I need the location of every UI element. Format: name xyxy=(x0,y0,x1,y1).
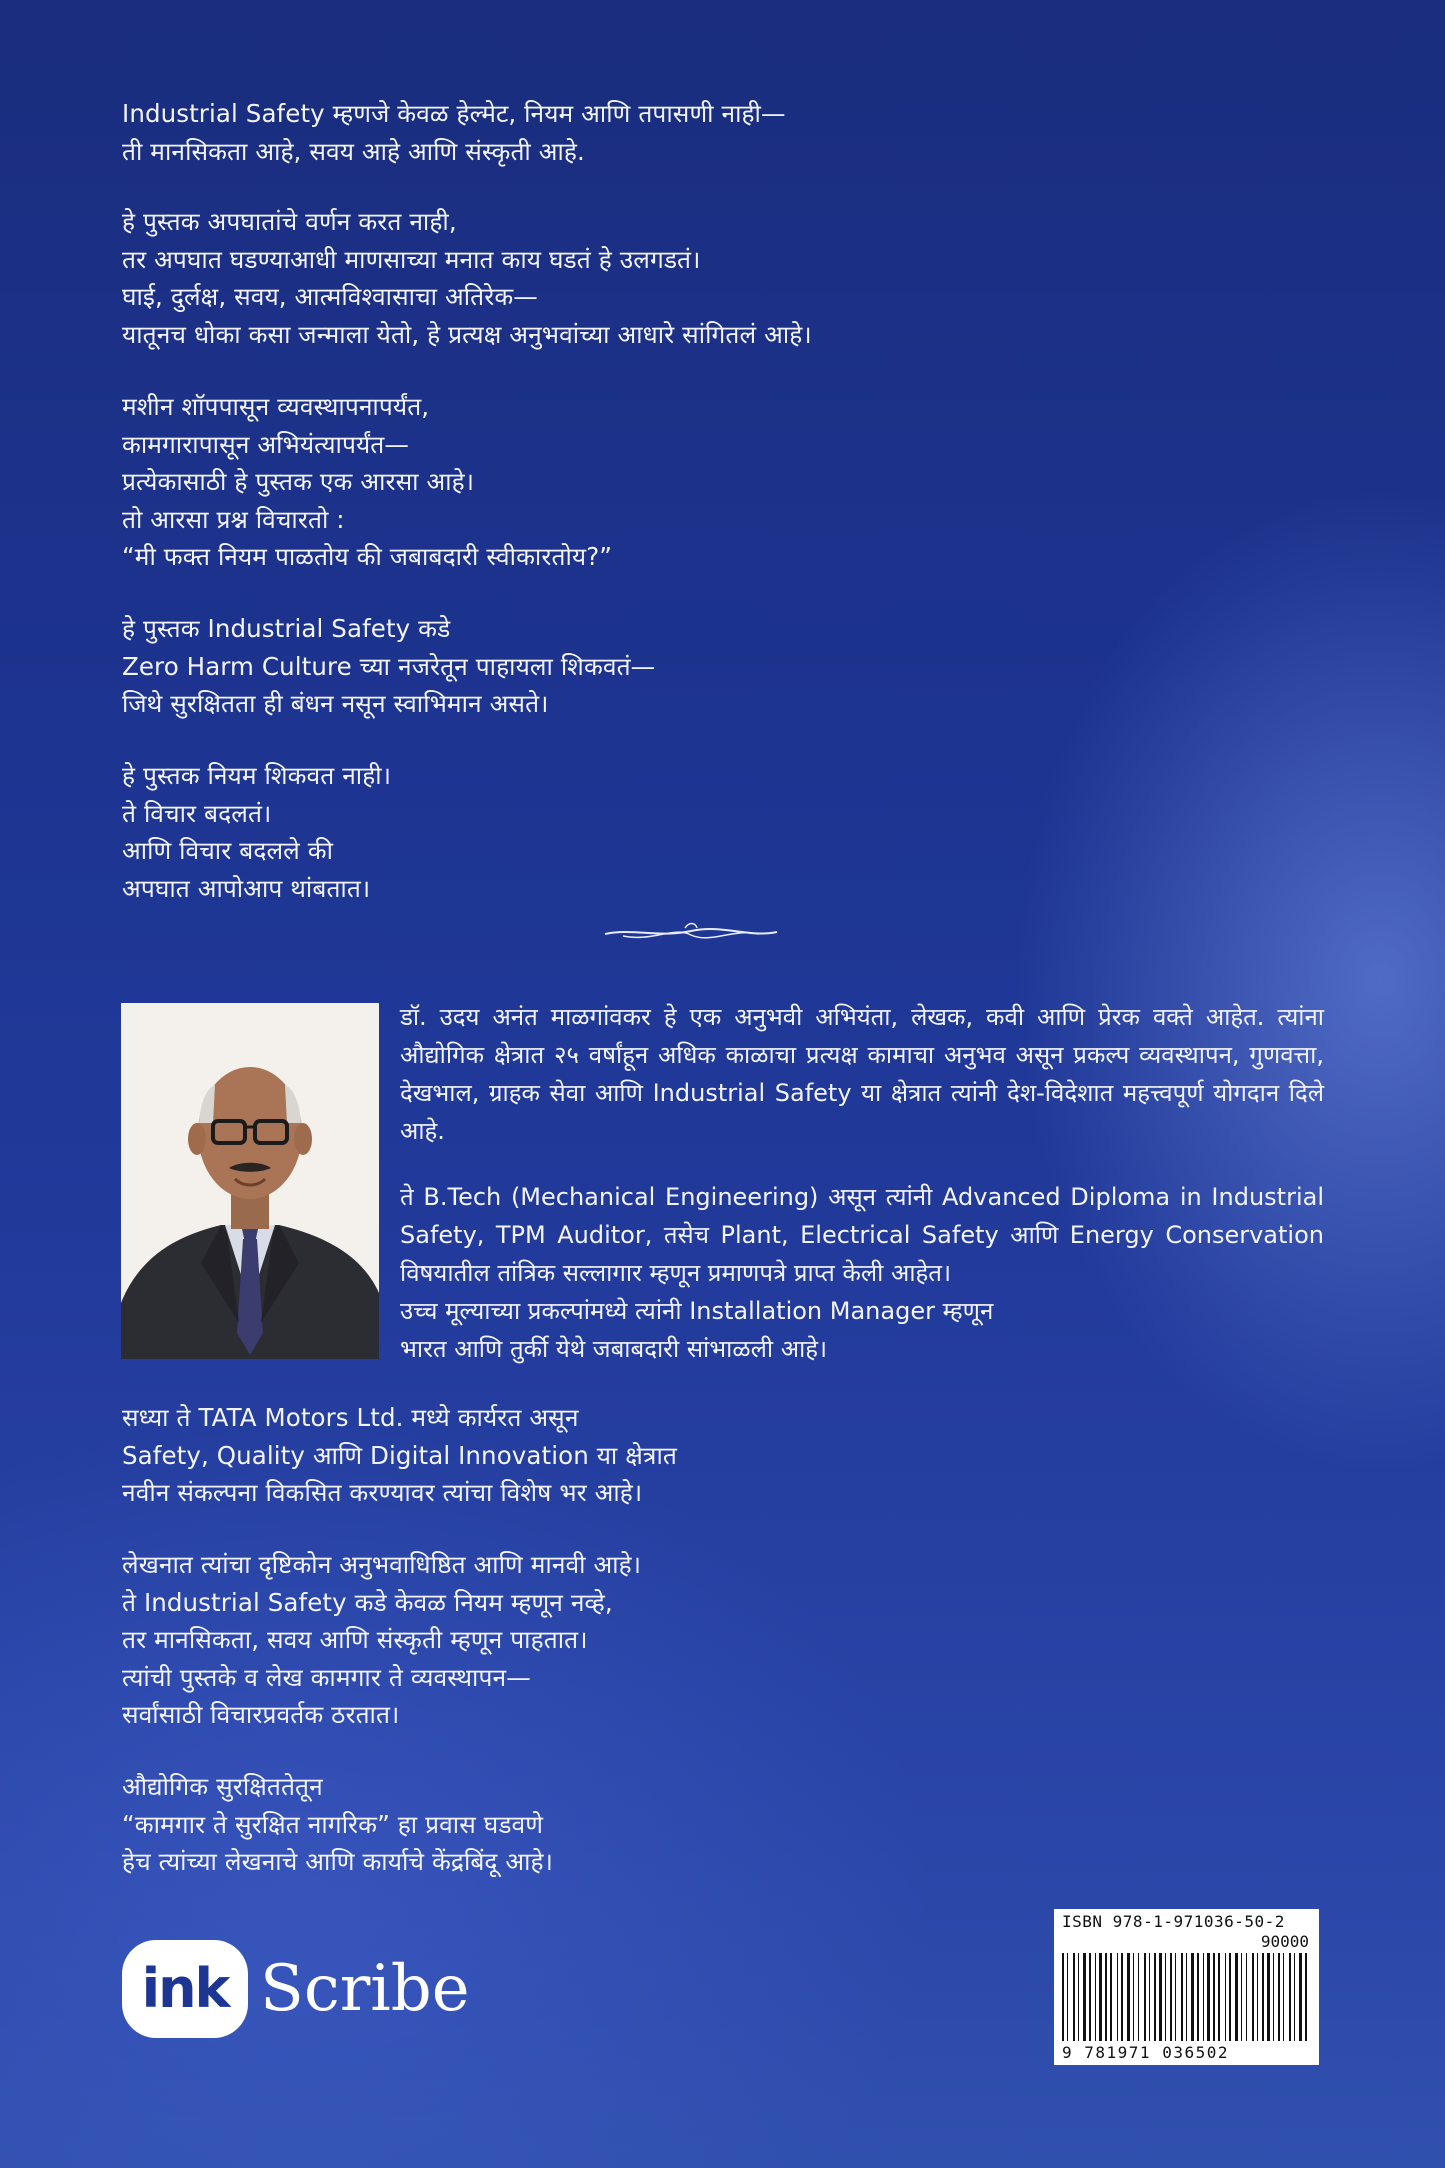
text-line: आणि विचार बदलले की xyxy=(122,836,334,865)
text-line: त्यांची पुस्तके व लेख कामगार ते व्यवस्थापन— xyxy=(122,1662,531,1692)
ornament-divider-icon xyxy=(603,918,779,946)
text-line: ते विचार बदलतं। xyxy=(122,798,272,828)
text-line: Zero Harm Culture च्या नजरेतून पाहायला शिकवतं— xyxy=(122,651,656,681)
price-code: 90000 xyxy=(1260,1932,1309,1951)
text-line: तो आरसा प्रश्न विचारतो : xyxy=(122,504,345,534)
text-line: हेच त्यांच्या लेखनाचे आणि कार्याचे केंद्रबिंदू आहे। xyxy=(122,1847,554,1876)
text-line: प्रत्येकासाठी हे पुस्तक एक आरसा आहे। xyxy=(122,467,475,496)
text-line: तर मानसिकता, सवय आणि संस्कृती म्हणून पाहतात। xyxy=(122,1625,588,1654)
isbn-barcode xyxy=(1054,1909,1319,2065)
text-line: हे पुस्तक Industrial Safety कडे xyxy=(122,614,451,643)
intro-paragraph-1 xyxy=(122,95,786,170)
isbn-text: ISBN 978-1-971036-50-2 xyxy=(1062,1912,1285,1931)
author-paragraph-writing xyxy=(122,1546,641,1734)
text-line: Safety, Quality आणि Digital Innovation या क्षेत्रात xyxy=(122,1440,677,1470)
intro-paragraph-5 xyxy=(122,757,391,907)
text-line: यातूनच धोका कसा जन्माला येतो, हे प्रत्यक्ष अनुभवांच्या आधारे सांगितलं आहे। xyxy=(122,319,812,349)
barcode-digits: 9 781971 036502 xyxy=(1062,2043,1229,2062)
publisher-name: Scribe xyxy=(260,1952,470,2026)
author-paragraph-mission xyxy=(122,1768,553,1881)
text-line: सर्वांसाठी विचारप्रवर्तक ठरतात। xyxy=(122,1700,400,1729)
bio-paragraph-1: डॉ. उदय अनंत माळगांवकर हे एक अनुभवी अभियंता, लेखक, कवी आणि प्रेरक वक्ते आहेत. त्यांना औद्योगिक क्षेत्रात २५ वर्षांहून अधिक काळाचा प्रत्यक्ष कामाचा अनुभव असून प्रकल्प व्यवस्थापन, गुणवत्ता, देखभाल, ग्राहक सेवा आणि Industrial Safety या क्षेत्रात त्यांनी देश-विदेशात महत्त्वपूर्ण योगदान दिले आहे. xyxy=(400,1003,1324,1145)
text-line: Industrial Safety म्हणजे केवळ हेल्मेट, नियम आणि तपासणी नाही— xyxy=(122,99,786,128)
text-line: तर अपघात घडण्याआधी माणसाच्या मनात काय घडतं हे उलगडतं। xyxy=(122,244,701,274)
intro-paragraph-3 xyxy=(122,388,612,576)
text-line: ती मानसिकता आहे, सवय आहे आणि संस्कृती आहे. xyxy=(122,136,585,166)
text-line: हे पुस्तक नियम शिकवत नाही। xyxy=(122,761,392,790)
intro-paragraph-4 xyxy=(122,610,655,723)
text-line: कामगारापासून अभियंत्यापर्यंत— xyxy=(122,429,409,459)
bio-paragraph-3 xyxy=(400,1292,1324,1368)
text-line: मशीन शॉपपासून व्यवस्थापनापर्यंत, xyxy=(122,392,430,421)
text-line: नवीन संकल्पना विकसित करण्यावर त्यांचा विशेष भर आहे। xyxy=(122,1478,643,1507)
author-photo xyxy=(121,1003,379,1359)
text-line: सध्या ते TATA Motors Ltd. मध्ये कार्यरत असून xyxy=(122,1403,579,1432)
text-line: हे पुस्तक अपघातांचे वर्णन करत नाही, xyxy=(122,207,457,236)
author-bio xyxy=(400,998,1324,1368)
text-line: जिथे सुरक्षितता ही बंधन नसून स्वाभिमान असते। xyxy=(122,689,549,718)
text-line: “कामगार ते सुरक्षित नागरिक” हा प्रवास घडवणे xyxy=(122,1809,544,1839)
text-line: भारत आणि तुर्की येथे जबाबदारी सांभाळली आहे। xyxy=(400,1335,828,1363)
text-line: ते Industrial Safety कडे केवळ नियम म्हणून नव्हे, xyxy=(122,1587,613,1617)
text-line: उच्च मूल्याच्या प्रकल्पांमध्ये त्यांनी Installation Manager म्हणून xyxy=(400,1297,994,1325)
text-line: घाई, दुर्लक्ष, सवय, आत्मविश्वासाचा अतिरेक— xyxy=(122,282,538,311)
publisher-badge: ink xyxy=(122,1940,248,2038)
bio-paragraph-2: ते B.Tech (Mechanical Engineering) असून त्यांनी Advanced Diploma in Industrial Safety, TPM Auditor, तसेच Plant, Electrical Safety आणि Energy Conservation विषयातील तांत्रिक सल्लागार म्हणून प्रमाणपत्रे प्राप्त केली आहेत। xyxy=(400,1183,1324,1287)
text-line: अपघात आपोआप थांबतात। xyxy=(122,873,371,903)
author-paragraph-current-role xyxy=(122,1399,677,1512)
intro-paragraph-2 xyxy=(122,203,812,353)
quote-line: “मी फक्त नियम पाळतोय की जबाबदारी स्वीकारतोय?” xyxy=(122,542,613,571)
barcode-bars-icon xyxy=(1062,1953,1311,2041)
text-line: लेखनात त्यांचा दृष्टिकोन अनुभवाधिष्ठित आणि मानवी आहे। xyxy=(122,1550,642,1579)
text-line: औद्योगिक सुरक्षिततेतून xyxy=(122,1772,323,1801)
